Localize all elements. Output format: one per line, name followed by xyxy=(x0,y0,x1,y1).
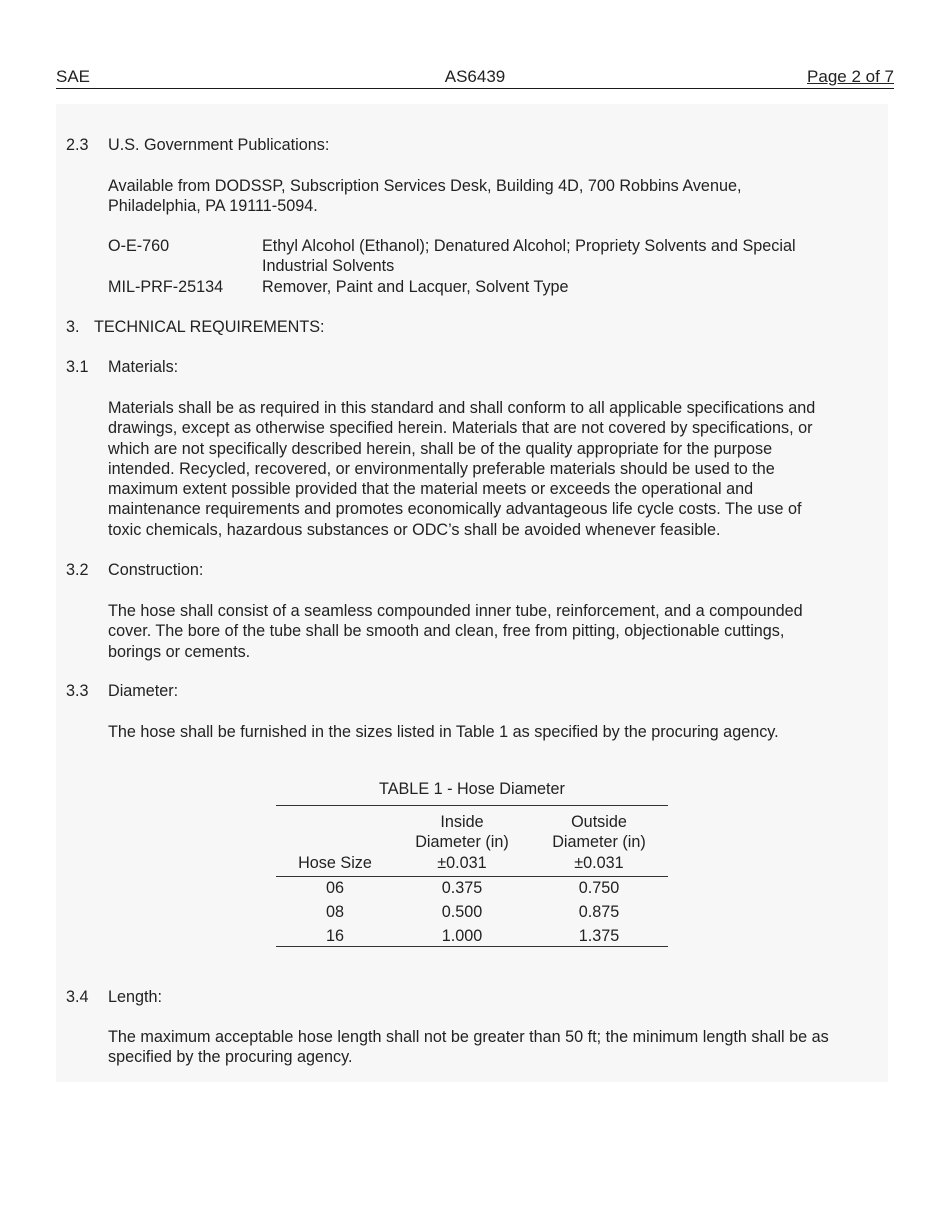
table-title: TABLE 1 - Hose Diameter xyxy=(379,780,565,798)
paragraph-line: which are not specifically described herein, shall be of the quality appropriate for the purpose xyxy=(108,439,773,458)
section-3-2-number: 3.2 xyxy=(66,561,89,579)
section-3-4-paragraph xyxy=(108,1027,868,1068)
paragraph-line: The maximum acceptable hose length shall not be greater than 50 ft; the minimum length shall be as xyxy=(108,1028,829,1046)
paragraph-line: The hose shall consist of a seamless compounded inner tube, reinforcement, and a compounded xyxy=(108,602,803,620)
section-3-2-paragraph xyxy=(108,601,868,662)
section-2-3-paragraph xyxy=(108,176,868,217)
page-header xyxy=(56,66,894,89)
table-header-outside-diameter xyxy=(530,812,668,873)
table-header-line xyxy=(276,812,394,832)
table-header-line xyxy=(276,832,394,852)
paragraph-line: specified by the procuring agency. xyxy=(108,1048,353,1067)
paragraph-line: The hose shall be furnished in the sizes listed in Table 1 as specified by the procuring agency. xyxy=(108,723,779,741)
table-header-line: Hose Size xyxy=(298,853,372,872)
reference-code: O-E-760 xyxy=(108,237,170,255)
table-header-line: Diameter (in) xyxy=(415,833,509,852)
section-3-1-paragraph xyxy=(108,398,868,540)
reference-description-line: Industrial Solvents xyxy=(262,257,395,276)
header-doc-number: AS6439 xyxy=(444,67,506,86)
section-2-3-title: U.S. Government Publications: xyxy=(108,136,330,154)
reference-code: MIL-PRF-25134 xyxy=(108,278,224,296)
section-3-3-paragraph xyxy=(108,722,868,742)
reference-description-line: Remover, Paint and Lacquer, Solvent Type xyxy=(262,278,569,296)
section-3-title: TECHNICAL REQUIREMENTS: xyxy=(94,318,325,336)
header-page-number: Page 2 of 7 xyxy=(807,67,894,86)
paragraph-line: maximum extent possible provided that the material meets or exceeds the operational and xyxy=(108,480,754,499)
table-header-line: ±0.031 xyxy=(574,853,624,872)
table-cell-inside-diameter: 1.000 xyxy=(441,927,483,945)
section-3-3-number: 3.3 xyxy=(66,682,89,700)
table-cell-outside-diameter: 0.875 xyxy=(578,903,620,921)
table-cell-outside-diameter: 0.750 xyxy=(578,879,620,897)
table-header-hose-size xyxy=(276,812,394,873)
header-org: SAE xyxy=(56,67,91,86)
section-3-1-title: Materials: xyxy=(108,358,179,376)
table-header-rule xyxy=(276,876,668,877)
table-cell-outside-diameter: 1.375 xyxy=(578,927,620,945)
table-cell-inside-diameter: 0.500 xyxy=(441,903,483,921)
paragraph-line: borings or cements. xyxy=(108,642,251,661)
reference-description-line: Ethyl Alcohol (Ethanol); Denatured Alcohol; Propriety Solvents and Special xyxy=(262,237,796,255)
section-2-3-number: 2.3 xyxy=(66,136,89,154)
section-3-number: 3. xyxy=(66,318,80,336)
paragraph-line: drawings, except as otherwise specified herein. Materials that are not covered by specifications, or xyxy=(108,419,813,438)
table-bottom-rule xyxy=(276,946,668,947)
table-header-inside-diameter xyxy=(394,812,530,873)
table-header-line: Diameter (in) xyxy=(552,833,646,852)
paragraph-line: Available from DODSSP, Subscription Services Desk, Building 4D, 700 Robbins Avenue, xyxy=(108,177,742,195)
section-3-4-number: 3.4 xyxy=(66,988,89,1006)
reference-description xyxy=(262,236,796,277)
table-header-line: ±0.031 xyxy=(437,853,487,872)
table-cell-inside-diameter: 0.375 xyxy=(441,879,483,897)
table-header-line: Outside xyxy=(571,813,627,831)
paragraph-line: maintenance requirements and promotes economically advantageous life cycle costs. The use of xyxy=(108,500,802,519)
paragraph-line: intended. Recycled, recovered, or environmentally preferable materials should be used to the xyxy=(108,459,775,478)
paragraph-line: Philadelphia, PA 19111-5094. xyxy=(108,197,318,216)
section-3-1-number: 3.1 xyxy=(66,358,89,376)
paragraph-line: toxic chemicals, hazardous substances or ODC’s shall be avoided whenever feasible. xyxy=(108,520,721,539)
paragraph-line: cover. The bore of the tube shall be smooth and clean, free from pitting, objectionable cuttings, xyxy=(108,622,785,641)
table-cell-hose-size: 06 xyxy=(325,879,344,897)
table-cell-hose-size: 08 xyxy=(325,903,344,921)
table-top-rule xyxy=(276,805,668,806)
paragraph-line: Materials shall be as required in this standard and shall conform to all applicable specifications and xyxy=(108,399,816,417)
table-header-line: Inside xyxy=(440,813,484,831)
section-3-3-title: Diameter: xyxy=(108,682,179,700)
table-cell-hose-size: 16 xyxy=(325,927,344,945)
reference-description xyxy=(262,277,569,297)
section-3-4-title: Length: xyxy=(108,988,163,1006)
section-3-2-title: Construction: xyxy=(108,561,204,579)
